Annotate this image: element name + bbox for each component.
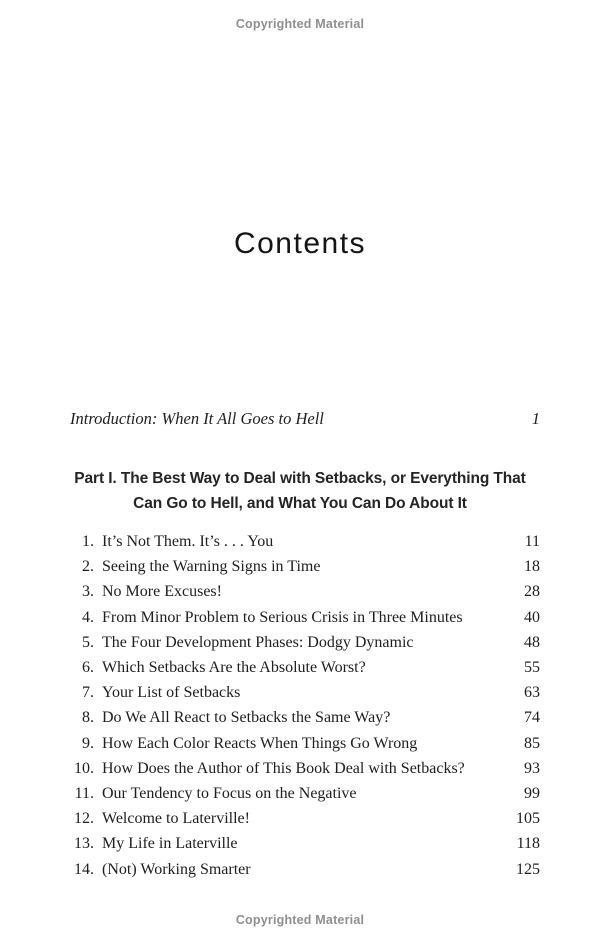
toc-row [70,831,540,856]
chapter-page-number: 105 [516,810,540,828]
chapter-page-number: 74 [524,709,540,727]
part-heading-line2: Can Go to Hell, and What You Can Do About It [133,494,467,512]
chapter-page-number: 85 [524,734,540,752]
chapter-title: How Does the Author of This Book Deal with Setbacks? [102,759,465,777]
toc-row [70,655,540,680]
part-heading-line1: Part I. The Best Way to Deal with Setbacks, or Everything That [74,470,526,487]
toc-row [70,630,540,655]
chapter-number: 3. [82,583,94,601]
chapter-page-number: 99 [524,785,540,803]
chapter-title: (Not) Working Smarter [102,860,251,878]
introduction-title: Introduction: When It All Goes to Hell [70,409,324,428]
chapter-page-number: 118 [516,835,540,853]
chapter-number: 7. [82,684,94,702]
chapter-number: 13. [74,835,94,853]
chapter-title: The Four Development Phases: Dodgy Dynamic [102,633,414,651]
chapter-number: 6. [82,659,94,677]
toc-row [70,529,540,554]
introduction-row [70,409,540,429]
copyright-watermark-top: Copyrighted Material [235,17,365,31]
chapter-number: 8. [82,709,94,727]
chapter-number: 5. [82,633,94,651]
chapter-title: Do We All React to Setbacks the Same Way? [102,709,391,727]
toc-row [70,781,540,806]
chapter-number: 4. [82,608,94,626]
chapter-page-number: 11 [524,533,540,550]
chapter-title: How Each Color Reacts When Things Go Wrong [102,734,418,752]
toc-row [70,731,540,756]
chapter-number: 12. [74,810,94,828]
chapter-title: My Life in Laterville [102,835,238,853]
chapter-title: Seeing the Warning Signs in Time [102,558,321,576]
chapter-page-number: 18 [524,558,540,576]
chapter-list [70,529,540,882]
toc-row [70,756,540,781]
copyright-watermark-bottom: Copyrighted Material [235,913,365,927]
chapter-page-number: 48 [524,633,540,651]
part-heading [36,467,564,516]
toc-row [70,554,540,579]
toc-row [70,680,540,705]
chapter-number: 10. [74,759,94,777]
chapter-title: Welcome to Laterville! [102,810,250,828]
chapter-title: Our Tendency to Focus on the Negative [102,785,357,803]
chapter-title: It’s Not Them. It’s . . . You [102,533,274,550]
chapter-title: From Minor Problem to Serious Crisis in Three Minutes [102,608,463,626]
chapter-title: Which Setbacks Are the Absolute Worst? [102,659,366,677]
chapter-page-number: 40 [524,608,540,626]
chapter-title: Your List of Setbacks [102,684,241,702]
chapter-page-number: 93 [524,759,540,777]
toc-row [70,806,540,831]
page-title: Contents [233,227,367,260]
chapter-page-number: 28 [524,583,540,601]
toc-row [70,705,540,730]
toc-row [70,605,540,630]
chapter-page-number: 125 [516,860,540,878]
chapter-number: 9. [82,734,94,752]
chapter-number: 1. [82,533,94,550]
chapter-page-number: 55 [524,659,540,677]
chapter-number: 14. [74,860,94,878]
chapter-title: No More Excuses! [102,583,222,601]
chapter-number: 11. [74,785,94,803]
toc-row [70,857,540,882]
introduction-page-number: 1 [531,409,540,428]
chapter-number: 2. [82,558,94,576]
toc-row [70,579,540,604]
chapter-page-number: 63 [524,684,540,702]
